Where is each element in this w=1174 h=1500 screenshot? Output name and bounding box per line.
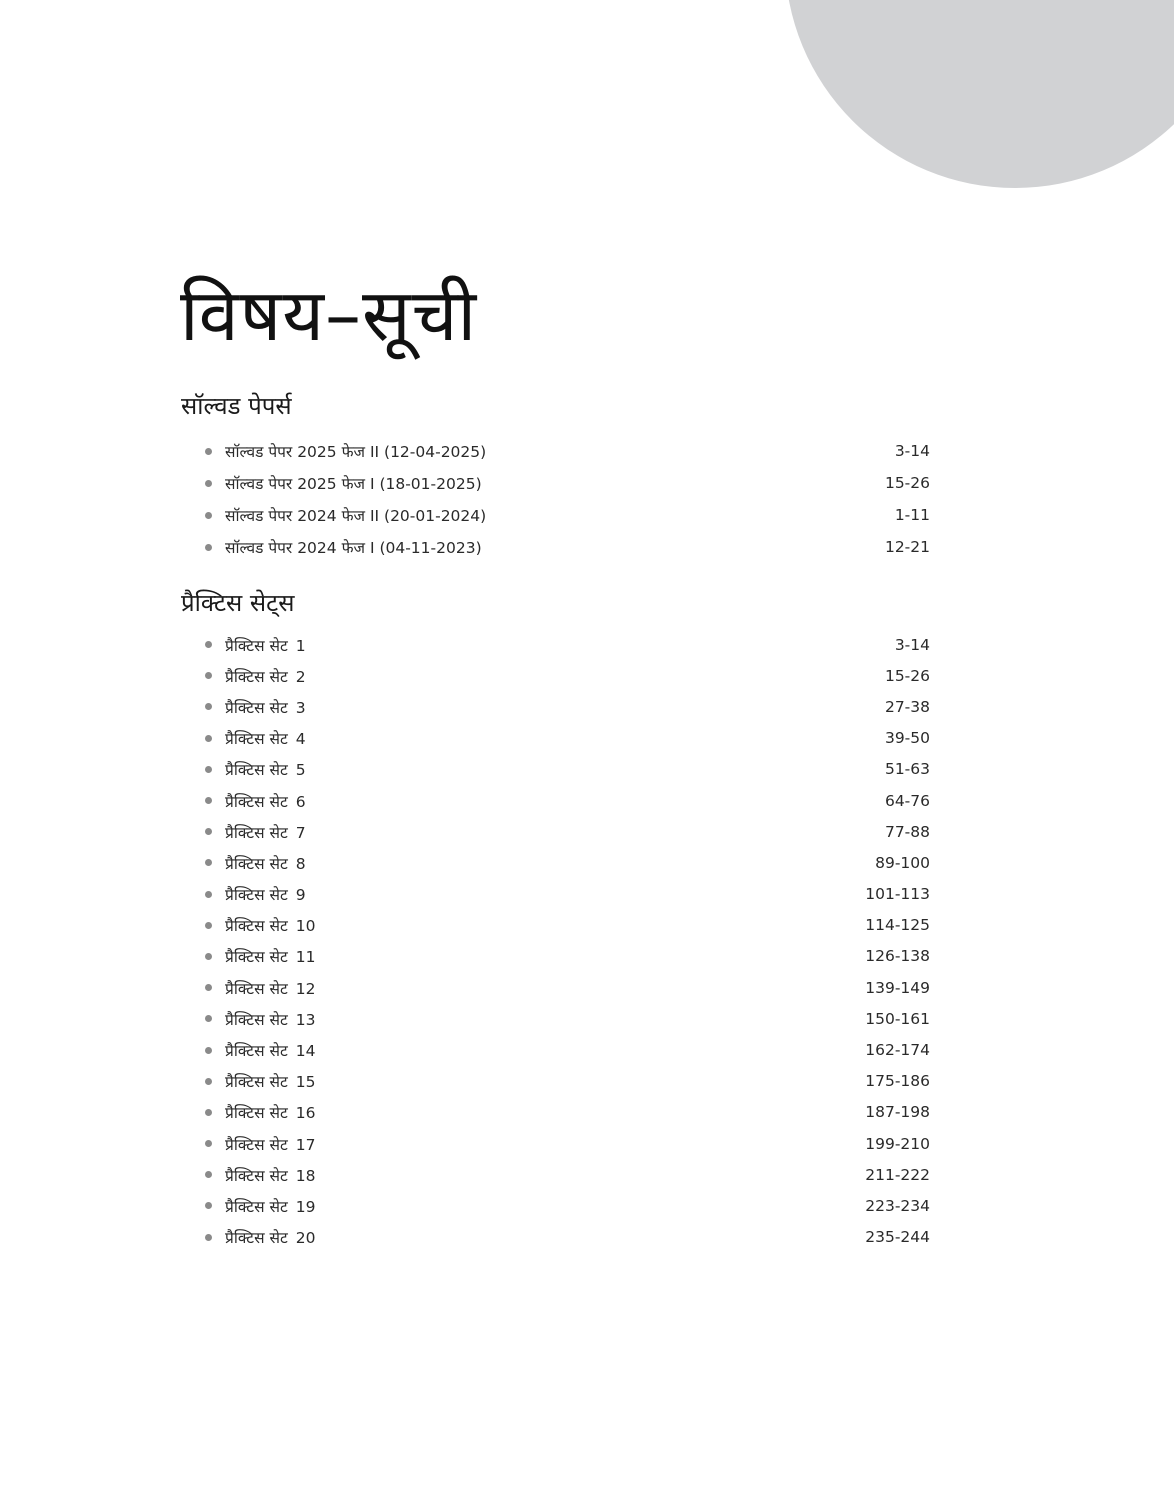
bullet-icon xyxy=(205,1078,212,1085)
toc-entry-label: सॉल्वड पेपर 2024 फेज I (04-11-2023) xyxy=(225,539,482,557)
toc-entry-label: सॉल्वड पेपर 2024 फेज II (20-01-2024) xyxy=(225,507,487,525)
toc-entry-pages: 114-125 xyxy=(865,916,930,935)
bullet-icon xyxy=(205,1047,212,1054)
bullet-icon xyxy=(205,1109,212,1116)
toc-entry-practice-set-8[interactable] xyxy=(200,847,930,878)
bullet-icon xyxy=(205,859,212,866)
practice-sets-list xyxy=(200,629,930,1253)
toc-entry-label: प्रैक्टिस सेट 10 xyxy=(225,917,316,936)
toc-entry-pages: 51-63 xyxy=(884,760,930,779)
toc-entry-practice-set-6[interactable] xyxy=(200,785,930,816)
toc-entry-pages: 1-11 xyxy=(894,506,930,524)
solved-papers-list xyxy=(200,435,930,563)
toc-entry-practice-set-18[interactable] xyxy=(200,1159,930,1190)
page-title: विषय–सूची xyxy=(180,273,478,357)
toc-entry-label: प्रैक्टिस सेट 19 xyxy=(225,1197,316,1216)
toc-entry-pages: 3-14 xyxy=(894,442,930,460)
toc-entry-practice-set-9[interactable] xyxy=(200,879,930,910)
toc-entry-pages: 150-161 xyxy=(865,1009,930,1028)
toc-entry-solved-paper-1[interactable] xyxy=(200,435,930,467)
bullet-icon xyxy=(205,480,212,487)
toc-entry-label: प्रैक्टिस सेट 18 xyxy=(225,1166,316,1185)
toc-entry-label: प्रैक्टिस सेट 13 xyxy=(225,1010,316,1029)
toc-entry-label: प्रैक्टिस सेट 5 xyxy=(225,761,306,780)
bullet-icon xyxy=(205,984,212,991)
toc-entry-practice-set-4[interactable] xyxy=(200,723,930,754)
toc-entry-label: प्रैक्टिस सेट 14 xyxy=(225,1042,316,1061)
toc-entry-label: प्रैक्टिस सेट 8 xyxy=(225,854,306,873)
toc-entry-label: प्रैक्टिस सेट 6 xyxy=(225,792,306,811)
toc-entry-pages: 211-222 xyxy=(865,1165,930,1184)
toc-entry-pages: 77-88 xyxy=(884,822,930,841)
bullet-icon xyxy=(205,766,212,773)
toc-entry-practice-set-2[interactable] xyxy=(200,660,930,691)
practice-sets-heading: प्रैक्टिस सेट्स xyxy=(181,589,295,617)
bullet-icon xyxy=(205,544,212,551)
bullet-icon xyxy=(205,922,212,929)
toc-entry-label: प्रैक्टिस सेट 7 xyxy=(225,823,306,842)
toc-entry-pages: 15-26 xyxy=(884,474,930,492)
toc-entry-label: प्रैक्टिस सेट 11 xyxy=(225,948,316,967)
toc-entry-practice-set-16[interactable] xyxy=(200,1097,930,1128)
bullet-icon xyxy=(205,797,212,804)
toc-entry-pages: 139-149 xyxy=(865,978,930,997)
toc-entry-pages: 3-14 xyxy=(894,635,930,654)
bullet-icon xyxy=(205,953,212,960)
toc-entry-pages: 15-26 xyxy=(884,666,930,685)
toc-entry-pages: 89-100 xyxy=(875,853,930,872)
toc-entry-pages: 223-234 xyxy=(865,1196,930,1215)
toc-entry-solved-paper-2[interactable] xyxy=(200,467,930,499)
toc-entry-label: प्रैक्टिस सेट 9 xyxy=(225,886,306,905)
bullet-icon xyxy=(205,891,212,898)
toc-entry-pages: 187-198 xyxy=(865,1103,930,1122)
toc-entry-practice-set-10[interactable] xyxy=(200,910,930,941)
solved-papers-heading: सॉल्वड पेपर्स xyxy=(181,392,292,420)
toc-entry-practice-set-13[interactable] xyxy=(200,1003,930,1034)
toc-entry-label: प्रैक्टिस सेट 20 xyxy=(225,1229,316,1248)
toc-entry-pages: 12-21 xyxy=(884,538,930,556)
bullet-icon xyxy=(205,672,212,679)
toc-entry-practice-set-20[interactable] xyxy=(200,1222,930,1253)
toc-entry-pages: 27-38 xyxy=(884,697,930,716)
toc-entry-pages: 235-244 xyxy=(865,1228,930,1247)
toc-entry-pages: 162-174 xyxy=(865,1041,930,1060)
toc-entry-label: प्रैक्टिस सेट 2 xyxy=(225,667,306,686)
toc-entry-label: प्रैक्टिस सेट 1 xyxy=(225,636,306,655)
toc-entry-pages: 101-113 xyxy=(865,885,930,904)
bullet-icon xyxy=(205,448,212,455)
toc-entry-solved-paper-3[interactable] xyxy=(200,499,930,531)
toc-entry-practice-set-17[interactable] xyxy=(200,1128,930,1159)
toc-entry-practice-set-19[interactable] xyxy=(200,1190,930,1221)
toc-entry-label: प्रैक्टिस सेट 4 xyxy=(225,730,306,749)
toc-entry-practice-set-3[interactable] xyxy=(200,691,930,722)
toc-entry-practice-set-5[interactable] xyxy=(200,754,930,785)
toc-entry-label: प्रैक्टिस सेट 17 xyxy=(225,1135,316,1154)
toc-entry-practice-set-15[interactable] xyxy=(200,1066,930,1097)
bullet-icon xyxy=(205,735,212,742)
bullet-icon xyxy=(205,828,212,835)
toc-entry-practice-set-1[interactable] xyxy=(200,629,930,660)
bullet-icon xyxy=(205,641,212,648)
toc-entry-pages: 126-138 xyxy=(865,947,930,966)
toc-entry-label: प्रैक्टिस सेट 12 xyxy=(225,979,316,998)
toc-entry-pages: 199-210 xyxy=(865,1134,930,1153)
toc-entry-label: सॉल्वड पेपर 2025 फेज II (12-04-2025) xyxy=(225,443,487,461)
toc-entry-pages: 64-76 xyxy=(884,791,930,810)
bullet-icon xyxy=(205,1171,212,1178)
bullet-icon xyxy=(205,1202,212,1209)
bullet-icon xyxy=(205,703,212,710)
bullet-icon xyxy=(205,1234,212,1241)
bullet-icon xyxy=(205,512,212,519)
toc-entry-practice-set-14[interactable] xyxy=(200,1034,930,1065)
toc-entry-solved-paper-4[interactable] xyxy=(200,531,930,563)
toc-entry-label: प्रैक्टिस सेट 15 xyxy=(225,1073,316,1092)
toc-entry-practice-set-12[interactable] xyxy=(200,972,930,1003)
toc-entry-label: प्रैक्टिस सेट 3 xyxy=(225,698,306,717)
toc-entry-practice-set-7[interactable] xyxy=(200,816,930,847)
bullet-icon xyxy=(205,1140,212,1147)
decorative-corner-circle xyxy=(785,0,1174,188)
toc-entry-pages: 39-50 xyxy=(884,729,930,748)
toc-entry-label: सॉल्वड पेपर 2025 फेज I (18-01-2025) xyxy=(225,475,482,493)
bullet-icon xyxy=(205,1015,212,1022)
toc-entry-practice-set-11[interactable] xyxy=(200,941,930,972)
toc-entry-pages: 175-186 xyxy=(865,1072,930,1091)
toc-entry-label: प्रैक्टिस सेट 16 xyxy=(225,1104,316,1123)
